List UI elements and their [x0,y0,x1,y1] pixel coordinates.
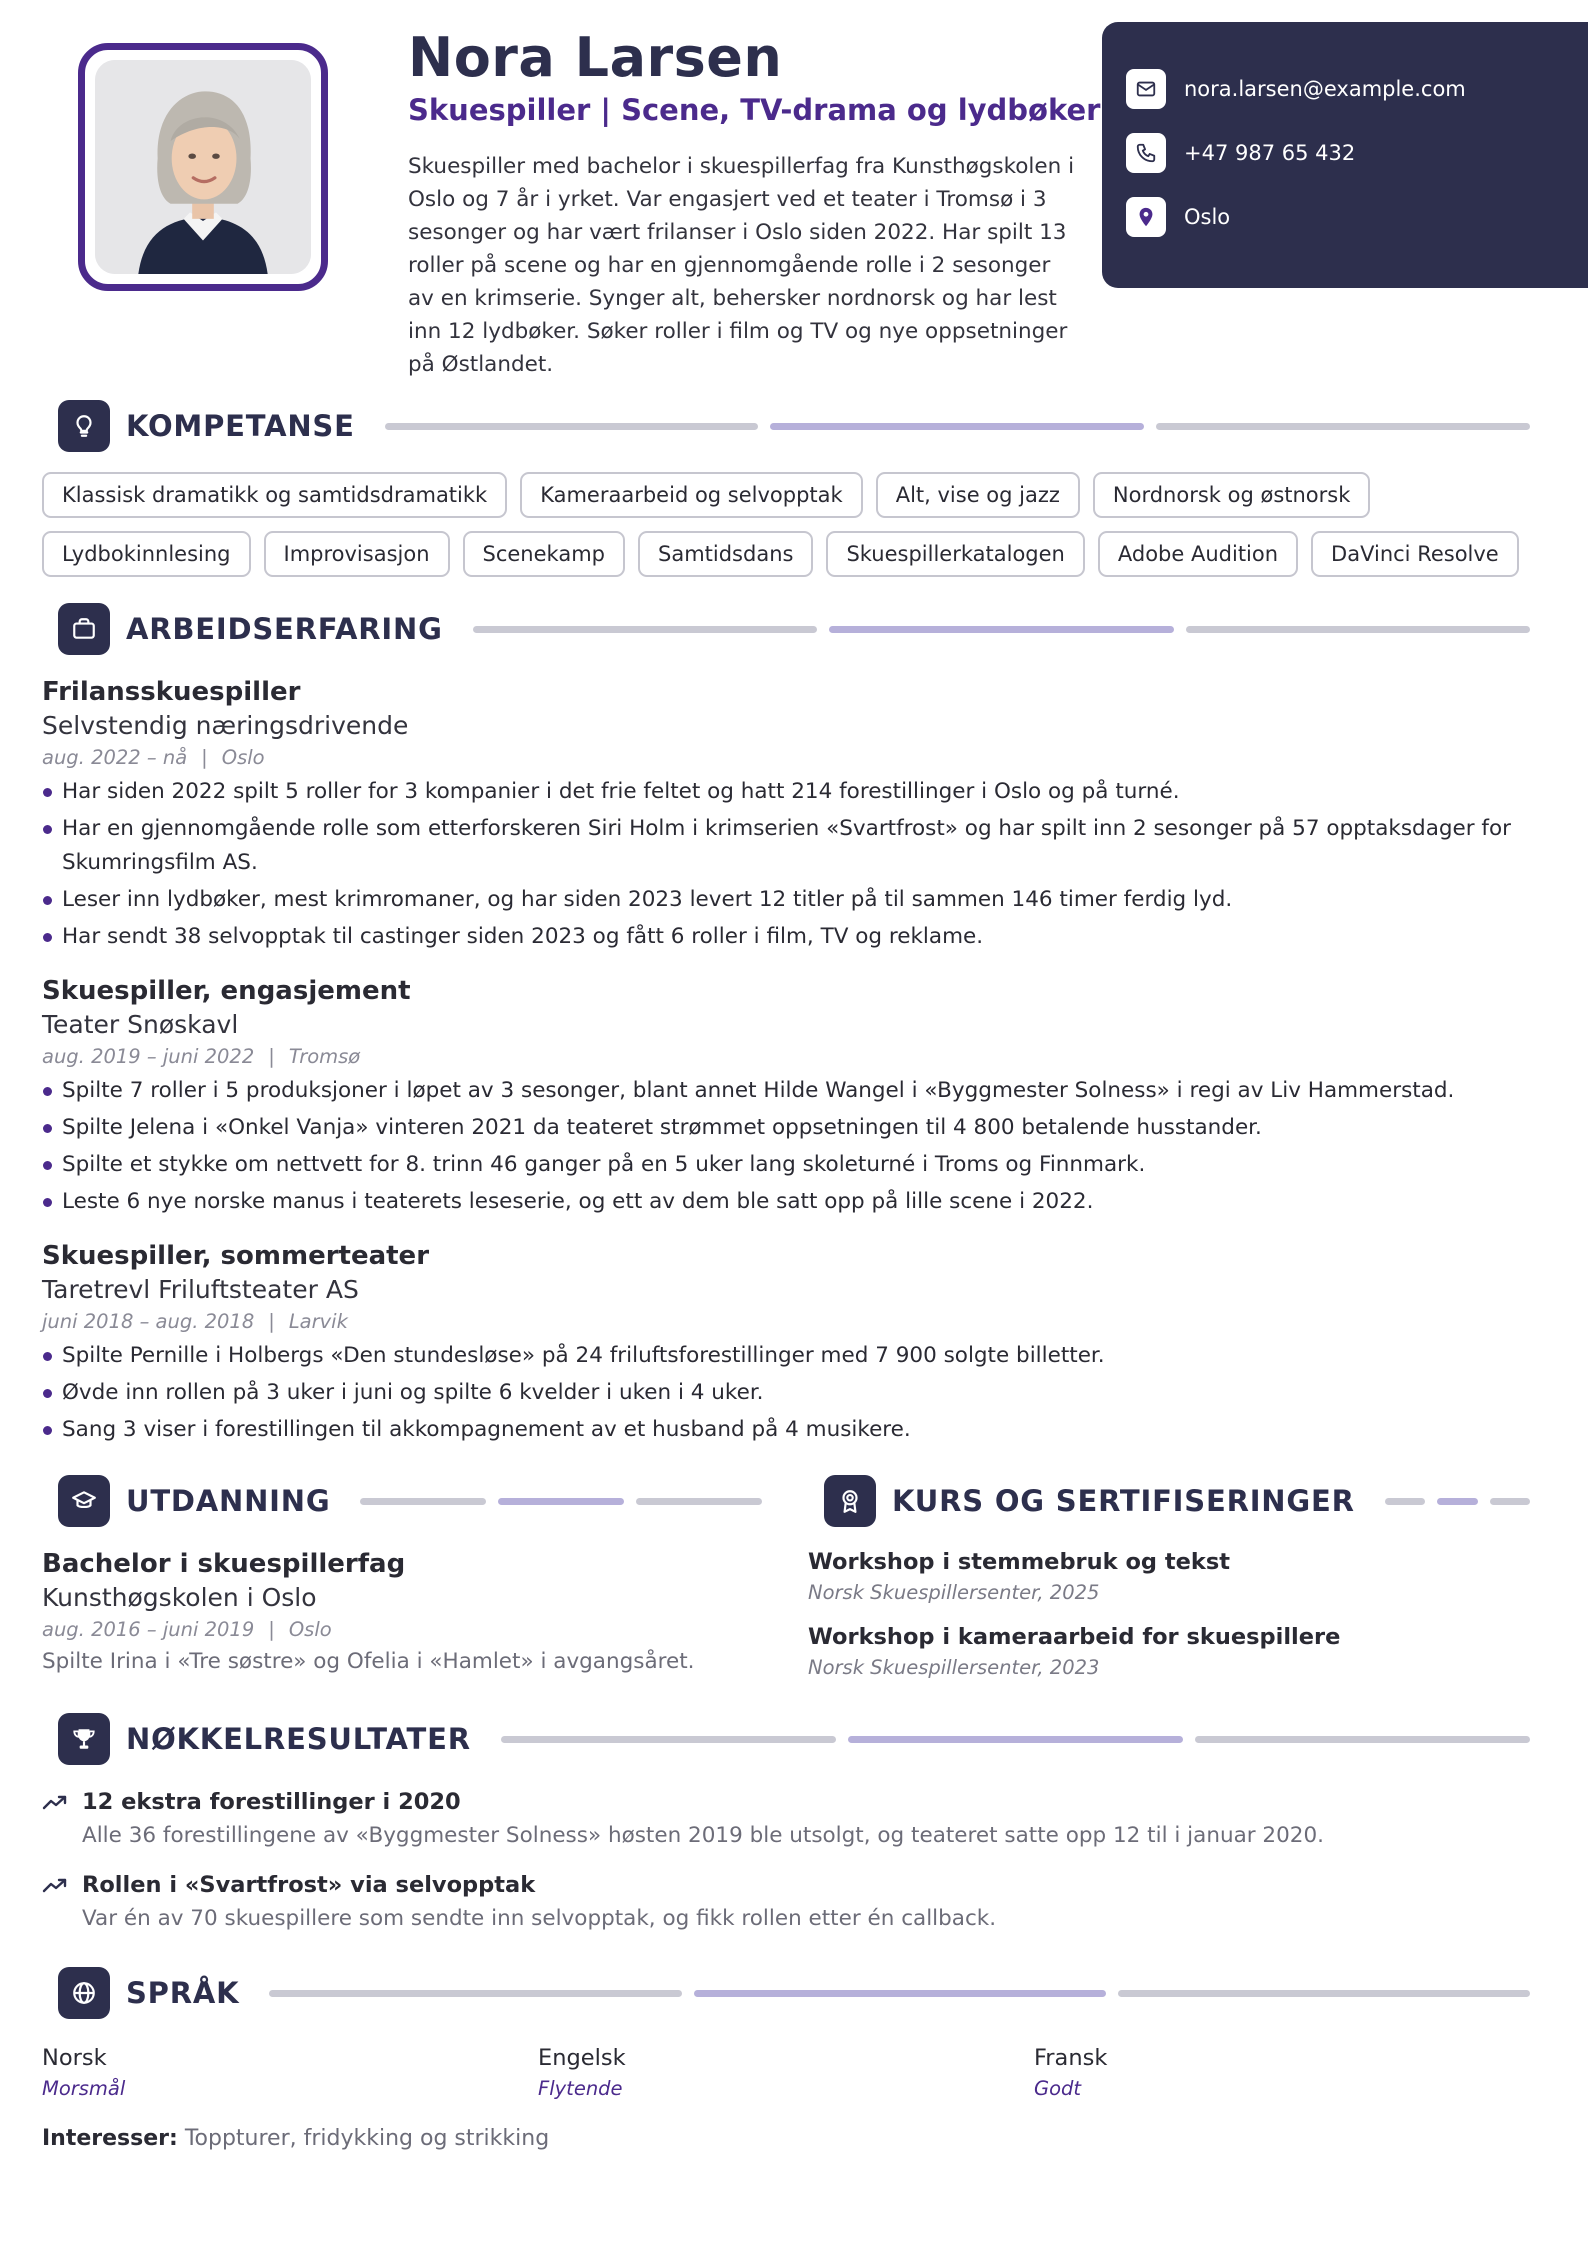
profile-photo-frame [78,43,328,291]
course-provider: Norsk Skuespillersenter, 2023 [808,1656,1100,1679]
skill-chip: Nordnorsk og østnorsk [1093,472,1371,518]
education-section-title: UTDANNING [126,1484,331,1518]
job-entry [42,677,1530,954]
languages-section-heading [42,1967,1530,2019]
skill-chip: Scenekamp [463,531,625,577]
education-meta: aug. 2016 – juni 2019 | Oslo [42,1618,332,1641]
job-meta: aug. 2022 – nå | Oslo [42,746,265,769]
language-name: Engelsk [538,2045,626,2071]
job-place: Oslo [221,746,265,769]
course-title: Workshop i stemmebruk og tekst [808,1549,1230,1575]
course-provider: Norsk Skuespillersenter, 2025 [808,1581,1100,1604]
skill-chip: Kameraarbeid og selvopptak [520,472,863,518]
mail-icon [1126,69,1166,109]
language-entry [42,2045,538,2100]
trend-up-icon [42,1876,68,1894]
job-bullet: Leser inn lydbøker, mest krimromaner, og har siden 2023 levert 12 titler på til sammen 146 timer ferdig lyd. [42,883,1530,917]
result-text: Alle 36 forestillingene av «Byggmester Solness» høsten 2019 ble utsolgt, og teateret satte opp 12 til i januar 2020. [82,1823,1324,1848]
job-place: Tromsø [288,1045,361,1068]
section-divider [1385,1498,1530,1505]
job-dates: aug. 2022 – nå [42,746,188,769]
contact-email-row [1126,68,1588,110]
result-title: 12 ekstra forestillinger i 2020 [82,1789,461,1815]
job-bullets [42,1339,1530,1447]
job-employer: Taretrevl Friluftsteater AS [42,1275,359,1304]
skill-chip: DaVinci Resolve [1311,531,1519,577]
trend-up-icon [42,1793,68,1811]
skill-chip: Alt, vise og jazz [876,472,1080,518]
graduation-cap-icon [58,1475,110,1527]
profile-photo [95,60,311,274]
result-head [42,1789,1530,1815]
job-employer: Teater Snøskavl [42,1010,239,1039]
languages-section-title: SPRÅK [126,1976,240,2010]
job-bullet: Spilte 7 roller i 5 produksjoner i løpet av 3 sesonger, blant annet Hilde Wangel i «Byggmester Solness» i regi av Liv Hammerstad. [42,1074,1530,1108]
skills-list [42,472,1530,577]
job-bullet: Spilte et stykke om nettvett for 8. trinn 46 ganger på en 5 uker lang skoleturné i Troms og Finnmark. [42,1148,1530,1182]
job-bullet: Øvde inn rollen på 3 uker i juni og spilte 6 kvelder i uken i 4 uker. [42,1376,1530,1410]
section-divider [385,423,1530,430]
education-section-heading [42,1475,762,1527]
job-meta: aug. 2019 – juni 2022 | Tromsø [42,1045,361,1068]
language-level: Morsmål [42,2077,126,2100]
education-dates: aug. 2016 – juni 2019 [42,1618,255,1641]
experience-section-title: ARBEIDSERFARING [126,612,443,646]
location-pin-icon [1126,197,1166,237]
interests [42,2126,1530,2151]
job-bullet: Har en gjennomgående rolle som etterforskeren Siri Holm i krimserien «Svartfrost» og har spilt inn 2 sesonger på 57 opptaksdager for Skumringsfilm AS. [42,812,1530,880]
job-bullet: Leste 6 nye norske manus i teaterets leseserie, og ett av dem ble satt opp på lille scene i 2022. [42,1185,1530,1219]
school-name: Kunsthøgskolen i Oslo [42,1583,317,1612]
job-title: Frilansskuespiller [42,677,301,707]
result-head [42,1872,1530,1898]
job-title: Skuespiller, engasjement [42,976,411,1006]
header [42,0,1530,400]
skills-section-heading [42,400,1530,452]
portrait-image [95,60,311,274]
language-level: Godt [1034,2077,1082,2100]
contact-location: Oslo [1184,205,1231,229]
briefcase-icon [58,603,110,655]
skill-chip: Skuespillerkatalogen [826,531,1084,577]
trophy-icon [58,1713,110,1765]
candidate-name: Nora Larsen [408,26,783,89]
job-bullets [42,1074,1530,1219]
job-dates: juni 2018 – aug. 2018 [42,1310,255,1333]
lightbulb-icon [58,400,110,452]
job-employer: Selvstendig næringsdrivende [42,711,409,740]
course-entry [808,1549,1530,1604]
result-text: Var én av 70 skuespillere som sendte inn selvopptak, og fikk rollen etter én callback. [82,1906,997,1931]
result-title: Rollen i «Svartfrost» via selvopptak [82,1872,536,1898]
award-badge-icon [824,1475,876,1527]
contact-email[interactable]: nora.larsen@example.com [1184,77,1466,101]
education-column [42,1475,762,1679]
language-entry [1034,2045,1530,2100]
experience-section-heading [42,603,1530,655]
profile-summary: Skuespiller med bachelor i skuespillerfag fra Kunsthøgskolen i Oslo og 7 år i yrket. Var engasjert ved et teater i Tromsø i 3 sesonger og har vært frilanser i Oslo siden 2022. Har spilt 13 roller på scene og har en gjennomgående rolle i 2 sesonger av en krimserie. Synger alt, behersker nordnorsk og har lest inn 12 lydbøker. Søker roller i film og TV og nye oppsetninger på Østlandet. [408,154,1075,377]
contact-location-row [1126,196,1588,238]
job-place: Larvik [288,1310,348,1333]
result-entry [42,1872,1530,1931]
interests-value: Toppturer, fridykking og strikking [184,2126,550,2151]
section-divider [360,1498,762,1505]
courses-section-title: KURS OG SERTIFISERINGER [892,1484,1355,1518]
education-courses-row [42,1475,1530,1679]
contact-phone[interactable]: +47 987 65 432 [1184,141,1356,165]
job-meta: juni 2018 – aug. 2018 | Larvik [42,1310,348,1333]
course-title: Workshop i kameraarbeid for skuespillere [808,1624,1341,1650]
job-bullet: Har siden 2022 spilt 5 roller for 3 kompanier i det frie feltet og hatt 214 forestillinger i Oslo og på turné. [42,775,1530,809]
interests-label: Interesser: [42,2126,178,2151]
job-dates: aug. 2019 – juni 2022 [42,1045,255,1068]
section-divider [473,626,1530,633]
results-section-title: NØKKELRESULTATER [126,1722,471,1756]
contact-box [1102,22,1588,288]
job-bullets [42,775,1530,954]
job-entry [42,1241,1530,1447]
job-bullet: Spilte Pernille i Holbergs «Den stundesløse» på 24 friluftsforestillinger med 7 900 solgte billetter. [42,1339,1530,1373]
languages-list [42,2045,1530,2100]
job-bullet: Spilte Jelena i «Onkel Vanja» vinteren 2021 da teateret strømmet oppsetningen til 4 800 betalende husstander. [42,1111,1530,1145]
language-name: Norsk [42,2045,107,2071]
education-place: Oslo [288,1618,332,1641]
skill-chip: Samtidsdans [638,531,813,577]
language-entry [538,2045,1034,2100]
job-bullet: Sang 3 viser i forestillingen til akkompagnement av et husband på 4 musikere. [42,1413,1530,1447]
section-divider [501,1736,1530,1743]
language-level: Flytende [538,2077,623,2100]
result-entry [42,1789,1530,1848]
degree-title: Bachelor i skuespillerfag [42,1549,406,1579]
courses-section-heading [808,1475,1530,1527]
courses-column [808,1475,1530,1679]
contact-phone-row [1126,132,1588,174]
skill-chip: Improvisasjon [264,531,450,577]
language-name: Fransk [1034,2045,1108,2071]
skill-chip: Lydbokinnlesing [42,531,251,577]
section-divider [269,1990,1530,1997]
course-entry [808,1624,1530,1679]
job-title: Skuespiller, sommerteater [42,1241,430,1271]
job-entry [42,976,1530,1219]
education-note: Spilte Irina i «Tre søstre» og Ofelia i «Hamlet» i avgangsåret. [42,1649,695,1674]
skill-chip: Klassisk dramatikk og samtidsdramatikk [42,472,507,518]
skills-section-title: KOMPETANSE [126,409,355,443]
candidate-subtitle: Skuespiller | Scene, TV-drama og lydbøker [408,93,1101,127]
job-bullet: Har sendt 38 selvopptak til castinger siden 2023 og fått 6 roller i film, TV og reklame. [42,920,1530,954]
results-section-heading [42,1713,1530,1765]
skill-chip: Adobe Audition [1098,531,1298,577]
globe-icon [58,1967,110,2019]
phone-icon [1126,133,1166,173]
